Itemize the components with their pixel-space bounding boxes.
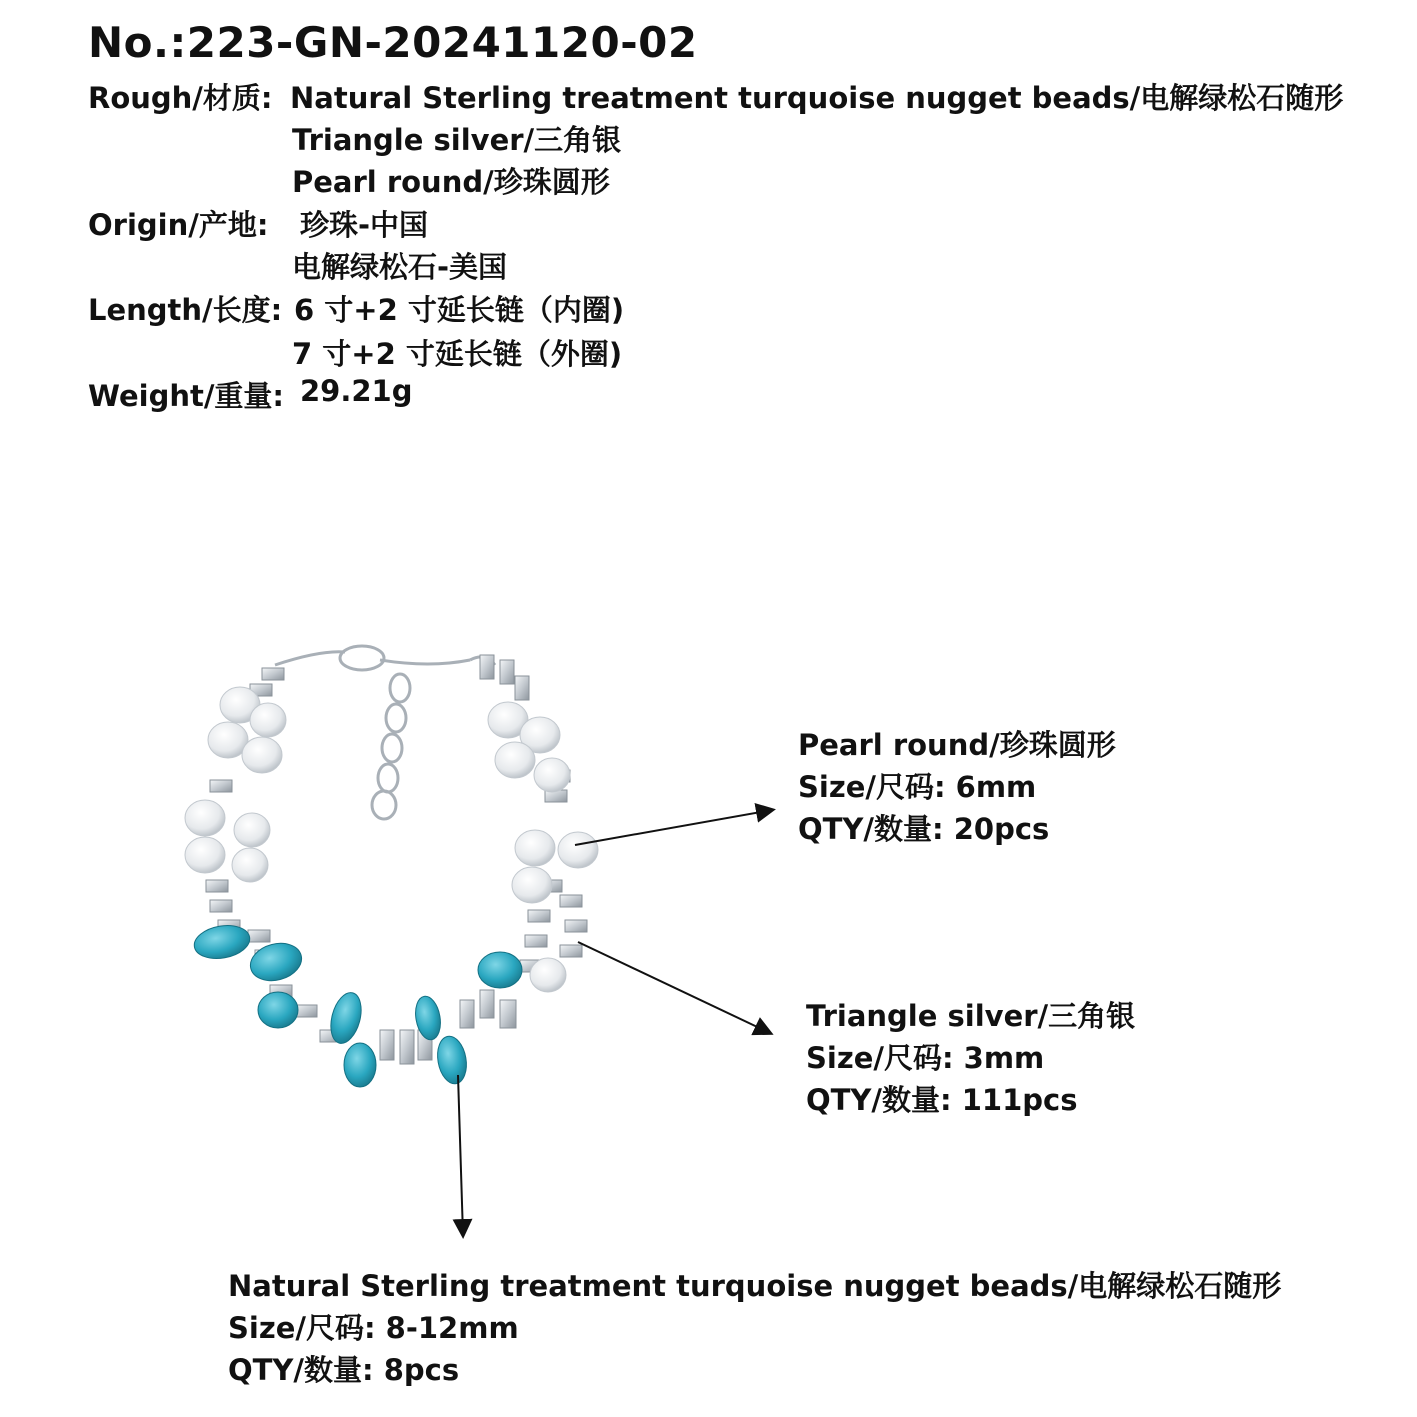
length-label: Length/长度: <box>88 293 283 327</box>
turquoise-qty: QTY/数量: 8pcs <box>228 1353 460 1387</box>
silver-callout <box>806 995 1135 1121</box>
silver-qty: QTY/数量: 111pcs <box>806 1083 1078 1117</box>
length-line-outer: 7 寸+2 寸延长链（外圈) <box>292 337 623 371</box>
turquoise-callout <box>228 1265 1281 1391</box>
turquoise-arrow <box>458 1075 463 1235</box>
pearl-qty: QTY/数量: 20pcs <box>798 812 1050 846</box>
pearl-callout <box>798 724 1116 850</box>
origin-line-turquoise: 电解绿松石-美国 <box>292 250 508 284</box>
length-line-inner: 6 寸+2 寸延长链（内圈) <box>294 293 625 327</box>
pearl-name: Pearl round/珍珠圆形 <box>798 728 1116 762</box>
rough-line-turquoise: Natural Sterling treatment turquoise nugget beads/电解绿松石随形 <box>290 81 1344 115</box>
pearl-arrow <box>575 810 772 845</box>
origin-line-pearl: 珍珠-中国 <box>300 208 429 242</box>
turquoise-size: Size/尺码: 8-12mm <box>228 1311 519 1345</box>
chain <box>275 646 495 819</box>
pearl-size: Size/尺码: 6mm <box>798 770 1037 804</box>
rough-line-pearl: Pearl round/珍珠圆形 <box>292 165 610 199</box>
turquoise-name: Natural Sterling treatment turquoise nugget beads/电解绿松石随形 <box>228 1269 1282 1303</box>
weight-value: 29.21g <box>300 374 413 408</box>
silver-size: Size/尺码: 3mm <box>806 1041 1045 1075</box>
rough-line-silver: Triangle silver/三角银 <box>292 123 622 157</box>
silver-arrow <box>578 942 770 1033</box>
origin-label: Origin/产地: <box>88 208 269 242</box>
weight-label: Weight/重量: <box>88 379 285 413</box>
rough-label: Rough/材质: <box>88 81 273 115</box>
silver-name: Triangle silver/三角银 <box>806 999 1136 1033</box>
product-number: No.:223-GN-20241120-02 <box>88 18 698 67</box>
